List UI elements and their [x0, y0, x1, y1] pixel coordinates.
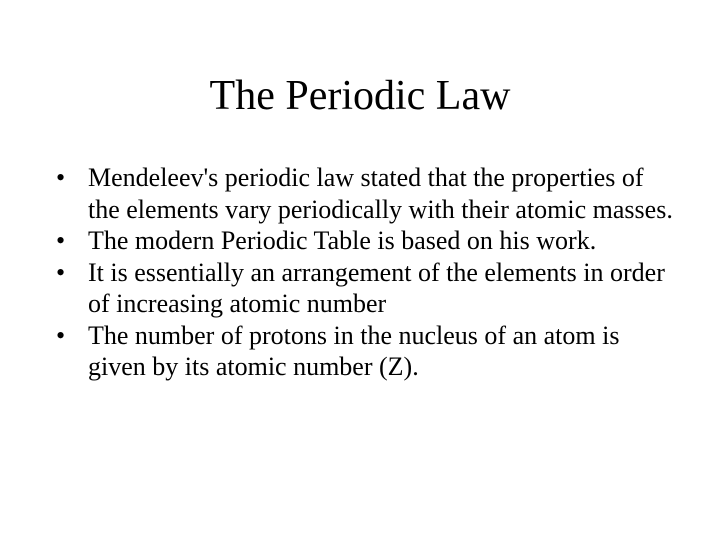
bullet-item — [54, 225, 674, 257]
bullet-point-icon: • — [56, 320, 66, 350]
slide-title: The Periodic Law — [209, 73, 511, 119]
bullet-text: The modern Periodic Table is based on his work. — [88, 226, 597, 255]
bullet-text: The number of protons in the nucleus of an atom is given by its atomic number (Z). — [88, 320, 620, 381]
bullet-item — [54, 162, 674, 225]
bullet-item — [54, 257, 674, 320]
bullet-text: Mendeleev's periodic law stated that the properties of the elements vary periodically with their atomic masses. — [88, 163, 673, 224]
bullet-list — [54, 162, 674, 383]
bullet-point-icon: • — [56, 226, 66, 255]
bullet-text: It is essentially an arrangement of the elements in order of increasing atomic number — [88, 257, 665, 318]
bullet-point-icon: • — [56, 257, 66, 287]
bullet-item — [54, 320, 674, 383]
bullet-point-icon: • — [56, 163, 66, 192]
